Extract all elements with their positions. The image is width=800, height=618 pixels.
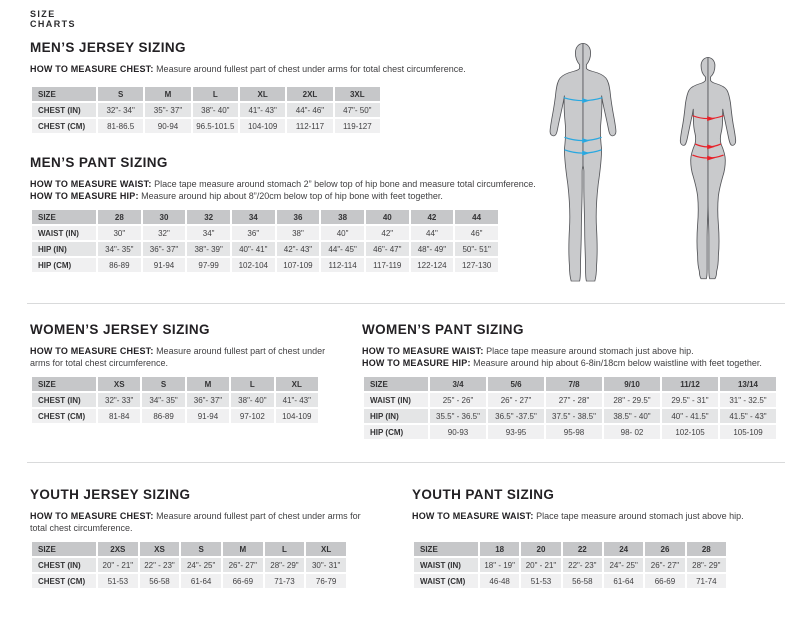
size-table-column-header: 28 <box>98 210 141 224</box>
size-value-cell: 36"- 37" <box>187 393 229 407</box>
size-table-column-header: 11/12 <box>662 377 718 391</box>
female-figure-icon <box>676 56 740 284</box>
page-title-line2: CHARTS <box>30 19 76 29</box>
size-table-column-header: 9/10 <box>604 377 660 391</box>
size-value-cell: 41"- 43" <box>240 103 285 117</box>
size-value-cell: 117-119 <box>366 258 409 272</box>
size-table-column-header: 40 <box>366 210 409 224</box>
size-value-cell: 61-64 <box>181 574 221 588</box>
howto-line <box>30 63 570 75</box>
size-value-cell: 38"- 40" <box>231 393 273 407</box>
size-value-cell: 81-86.5 <box>98 119 143 133</box>
howto-label: HOW TO MEASURE WAIST: <box>412 511 534 521</box>
size-table-column-header: 42 <box>411 210 454 224</box>
howto-text: Measure around fullest part of chest under arms for total chest circumference. <box>156 64 466 74</box>
size-value-cell: 90-93 <box>430 425 486 439</box>
size-table-column-header: S <box>98 87 143 101</box>
size-value-cell: 26" - 27" <box>488 393 544 407</box>
size-table-column-header: L <box>193 87 238 101</box>
size-value-cell: 91-94 <box>143 258 186 272</box>
row-label: WAIST (CM) <box>414 574 478 588</box>
size-table-column-header: XL <box>240 87 285 101</box>
size-value-cell: 38"- 40" <box>193 103 238 117</box>
section-mens-jersey <box>30 40 570 135</box>
table-row <box>32 103 380 117</box>
row-label: CHEST (IN) <box>32 393 96 407</box>
size-value-cell: 37.5" - 38.5" <box>546 409 602 423</box>
size-table-column-header: XS <box>98 377 140 391</box>
size-value-cell: 46" <box>455 226 498 240</box>
size-value-cell: 41"- 43" <box>276 393 318 407</box>
howto-text: Measure around hip about 8”/20cm below top of hip bone with feet together. <box>141 191 443 201</box>
row-label: WAIST (IN) <box>32 226 96 240</box>
size-value-cell: 97-99 <box>187 258 230 272</box>
size-value-cell: 35"- 37" <box>145 103 190 117</box>
size-table-column-header: 20 <box>521 542 560 556</box>
mens-pant-size-table <box>30 208 500 274</box>
size-value-cell: 28"- 29" <box>265 558 305 572</box>
section-mens-pant <box>30 155 575 274</box>
size-value-cell: 104-109 <box>276 409 318 423</box>
section-heading: MEN’S JERSEY SIZING <box>30 40 186 55</box>
size-value-cell: 98- 02 <box>604 425 660 439</box>
howto-text: Measure around hip about 6-8in/18cm below waistline with feet together. <box>473 358 762 368</box>
size-value-cell: 20" - 21" <box>98 558 138 572</box>
size-value-cell: 51-53 <box>521 574 560 588</box>
section-womens-jersey <box>30 322 342 425</box>
female-body-shape-right <box>708 57 736 278</box>
table-row <box>32 409 318 423</box>
size-value-cell: 56-58 <box>140 574 180 588</box>
howto-line <box>362 357 786 369</box>
size-value-cell: 26"- 27" <box>223 558 263 572</box>
size-value-cell: 112-114 <box>321 258 364 272</box>
howto-label: HOW TO MEASURE HIP: <box>362 358 471 368</box>
male-body-shape-right <box>583 43 616 281</box>
size-table-column-header: XL <box>276 377 318 391</box>
womens-pant-size-table <box>362 375 778 441</box>
size-value-cell: 36" <box>232 226 275 240</box>
size-table-column-header: 36 <box>277 210 320 224</box>
size-value-cell: 48"- 49" <box>411 242 454 256</box>
size-value-cell: 50"- 51" <box>455 242 498 256</box>
size-value-cell: 112-117 <box>287 119 332 133</box>
size-value-cell: 31" - 32.5" <box>720 393 776 407</box>
size-value-cell: 40" <box>321 226 364 240</box>
size-value-cell: 36"- 37" <box>143 242 186 256</box>
size-value-cell: 38" <box>277 226 320 240</box>
table-row <box>32 242 498 256</box>
howto-label: HOW TO MEASURE WAIST: <box>362 346 484 356</box>
table-row <box>32 119 380 133</box>
table-row <box>364 409 776 423</box>
size-table-column-header: 2XS <box>98 542 138 556</box>
table-row <box>32 393 318 407</box>
size-value-cell: 28"- 29" <box>687 558 726 572</box>
size-table-column-header: 32 <box>187 210 230 224</box>
size-table <box>30 540 348 590</box>
size-table <box>30 375 320 425</box>
size-value-cell: 61-64 <box>604 574 643 588</box>
size-value-cell: 127-130 <box>455 258 498 272</box>
size-table-corner-header: SIZE <box>32 377 96 391</box>
size-table-column-header: 22 <box>563 542 602 556</box>
size-table-column-header: 3XL <box>335 87 380 101</box>
size-value-cell: 22"- 23" <box>563 558 602 572</box>
howto-text: Place tape measure around stomach 2” below top of hip bone and measure total circumference. <box>154 179 536 189</box>
size-value-cell: 96.5-101.5 <box>193 119 238 133</box>
size-value-cell: 104-109 <box>240 119 285 133</box>
size-table-column-header: XS <box>140 542 180 556</box>
size-table-column-header: 34 <box>232 210 275 224</box>
male-figure-icon <box>545 42 621 284</box>
size-table-column-header: 18 <box>480 542 519 556</box>
howto-label: HOW TO MEASURE CHEST: <box>30 64 154 74</box>
page-title <box>30 9 76 29</box>
size-table-column-header: L <box>231 377 273 391</box>
size-value-cell: 44"- 45" <box>321 242 364 256</box>
size-value-cell: 119-127 <box>335 119 380 133</box>
size-value-cell: 76-79 <box>306 574 346 588</box>
section-heading: MEN’S PANT SIZING <box>30 155 168 170</box>
size-table-column-header: 26 <box>645 542 684 556</box>
row-label: WAIST (IN) <box>364 393 428 407</box>
howto-line <box>30 190 575 202</box>
table-row <box>364 393 776 407</box>
size-table-column-header: 38 <box>321 210 364 224</box>
size-table-corner-header: SIZE <box>364 377 428 391</box>
size-value-cell: 93-95 <box>488 425 544 439</box>
section-womens-pant <box>362 322 786 441</box>
table-row <box>32 226 498 240</box>
size-value-cell: 38.5" - 40" <box>604 409 660 423</box>
howto-label: HOW TO MEASURE HIP: <box>30 191 139 201</box>
size-table-column-header: S <box>142 377 184 391</box>
size-value-cell: 32"- 34" <box>98 103 143 117</box>
size-value-cell: 102-104 <box>232 258 275 272</box>
size-value-cell: 40"- 41" <box>232 242 275 256</box>
row-label: CHEST (CM) <box>32 119 96 133</box>
size-value-cell: 86-89 <box>98 258 141 272</box>
size-value-cell: 30" <box>98 226 141 240</box>
size-value-cell: 44"- 46" <box>287 103 332 117</box>
size-value-cell: 102-105 <box>662 425 718 439</box>
size-value-cell: 90-94 <box>145 119 190 133</box>
female-body-shape <box>680 57 708 278</box>
size-table <box>30 85 382 135</box>
howto-text: Measure around fullest part of chest under arms for total chest circumference. <box>30 346 326 368</box>
section-youth-jersey <box>30 487 362 590</box>
size-table-column-header: 13/14 <box>720 377 776 391</box>
youth-pant-size-table <box>412 540 728 590</box>
howto-text: Place tape measure around stomach just above hip. <box>486 346 694 356</box>
size-value-cell: 44" <box>411 226 454 240</box>
size-value-cell: 34" <box>187 226 230 240</box>
size-value-cell: 22" - 23" <box>140 558 180 572</box>
table-row <box>32 574 346 588</box>
howto-line <box>30 178 575 190</box>
row-label: HIP (IN) <box>32 242 96 256</box>
size-value-cell: 32" <box>143 226 186 240</box>
howto-label: HOW TO MEASURE CHEST: <box>30 511 154 521</box>
size-table-column-header: M <box>187 377 229 391</box>
page-title-line1: SIZE <box>30 9 56 19</box>
size-table-column-header: 30 <box>143 210 186 224</box>
size-table-column-header: L <box>265 542 305 556</box>
size-value-cell: 71-74 <box>687 574 726 588</box>
male-body-shape <box>550 43 583 281</box>
size-table-column-header: 28 <box>687 542 726 556</box>
size-value-cell: 56-58 <box>563 574 602 588</box>
size-value-cell: 29.5" - 31" <box>662 393 718 407</box>
howto-label: HOW TO MEASURE CHEST: <box>30 346 154 356</box>
row-label: HIP (CM) <box>364 425 428 439</box>
row-label: CHEST (CM) <box>32 409 96 423</box>
size-table-corner-header: SIZE <box>32 87 96 101</box>
size-table-corner-header: SIZE <box>414 542 478 556</box>
howto-line <box>30 345 342 369</box>
size-value-cell: 24"- 25" <box>604 558 643 572</box>
section-heading: YOUTH JERSEY SIZING <box>30 487 191 502</box>
size-value-cell: 51-53 <box>98 574 138 588</box>
row-label: HIP (IN) <box>364 409 428 423</box>
size-table-column-header: M <box>223 542 263 556</box>
table-row <box>414 558 726 572</box>
female-silhouette-figure <box>676 56 740 289</box>
size-value-cell: 47"- 50" <box>335 103 380 117</box>
table-row <box>32 258 498 272</box>
size-value-cell: 105-109 <box>720 425 776 439</box>
size-value-cell: 40" - 41.5" <box>662 409 718 423</box>
howto-label: HOW TO MEASURE WAIST: <box>30 179 152 189</box>
size-value-cell: 18" - 19" <box>480 558 519 572</box>
mens-jersey-size-table <box>30 85 382 135</box>
size-table-column-header: 24 <box>604 542 643 556</box>
size-value-cell: 97-102 <box>231 409 273 423</box>
row-label: CHEST (IN) <box>32 558 96 572</box>
row-label: WAIST (IN) <box>414 558 478 572</box>
size-table-column-header: 3/4 <box>430 377 486 391</box>
section-heading: WOMEN’S PANT SIZING <box>362 322 524 337</box>
size-value-cell: 122-124 <box>411 258 454 272</box>
size-value-cell: 91-94 <box>187 409 229 423</box>
size-value-cell: 27" - 28" <box>546 393 602 407</box>
section-divider <box>27 303 785 304</box>
size-value-cell: 26"- 27" <box>645 558 684 572</box>
size-value-cell: 28" - 29.5" <box>604 393 660 407</box>
size-value-cell: 20" - 21" <box>521 558 560 572</box>
size-value-cell: 35.5" - 36.5" <box>430 409 486 423</box>
size-value-cell: 34"- 35" <box>142 393 184 407</box>
size-value-cell: 66-69 <box>223 574 263 588</box>
size-value-cell: 42" <box>366 226 409 240</box>
size-value-cell: 41.5" - 43" <box>720 409 776 423</box>
womens-jersey-size-table <box>30 375 320 425</box>
size-table-column-header: S <box>181 542 221 556</box>
howto-line <box>412 510 758 522</box>
size-value-cell: 86-89 <box>142 409 184 423</box>
size-value-cell: 81-84 <box>98 409 140 423</box>
size-table <box>412 540 728 590</box>
howto-line <box>362 345 786 357</box>
howto-text: Place tape measure around stomach just above hip. <box>536 511 744 521</box>
size-value-cell: 42"- 43" <box>277 242 320 256</box>
row-label: CHEST (IN) <box>32 103 96 117</box>
size-value-cell: 38"- 39" <box>187 242 230 256</box>
section-youth-pant <box>412 487 758 590</box>
size-value-cell: 34"- 35" <box>98 242 141 256</box>
size-value-cell: 36.5" -37.5" <box>488 409 544 423</box>
size-value-cell: 25" - 26" <box>430 393 486 407</box>
section-heading: WOMEN’S JERSEY SIZING <box>30 322 210 337</box>
table-row <box>364 425 776 439</box>
table-row <box>414 574 726 588</box>
row-label: CHEST (CM) <box>32 574 96 588</box>
size-value-cell: 107-109 <box>277 258 320 272</box>
howto-text: Measure around fullest part of chest under arms for total chest circumference. <box>30 511 361 533</box>
size-value-cell: 71-73 <box>265 574 305 588</box>
size-value-cell: 46"- 47" <box>366 242 409 256</box>
size-table-column-header: M <box>145 87 190 101</box>
row-label: HIP (CM) <box>32 258 96 272</box>
size-table-column-header: 5/6 <box>488 377 544 391</box>
male-silhouette-figure <box>545 42 621 289</box>
size-value-cell: 32"- 33" <box>98 393 140 407</box>
section-heading: YOUTH PANT SIZING <box>412 487 555 502</box>
howto-line <box>30 510 362 534</box>
size-value-cell: 30"- 31" <box>306 558 346 572</box>
table-row <box>32 558 346 572</box>
size-table-column-header: XL <box>306 542 346 556</box>
size-value-cell: 46-48 <box>480 574 519 588</box>
size-value-cell: 66-69 <box>645 574 684 588</box>
size-table-corner-header: SIZE <box>32 542 96 556</box>
size-table-column-header: 2XL <box>287 87 332 101</box>
youth-jersey-size-table <box>30 540 348 590</box>
section-divider <box>27 462 785 463</box>
size-value-cell: 24"- 25" <box>181 558 221 572</box>
size-table-corner-header: SIZE <box>32 210 96 224</box>
size-value-cell: 95-98 <box>546 425 602 439</box>
size-table <box>30 208 500 274</box>
size-table-column-header: 7/8 <box>546 377 602 391</box>
size-table <box>362 375 778 441</box>
size-table-column-header: 44 <box>455 210 498 224</box>
